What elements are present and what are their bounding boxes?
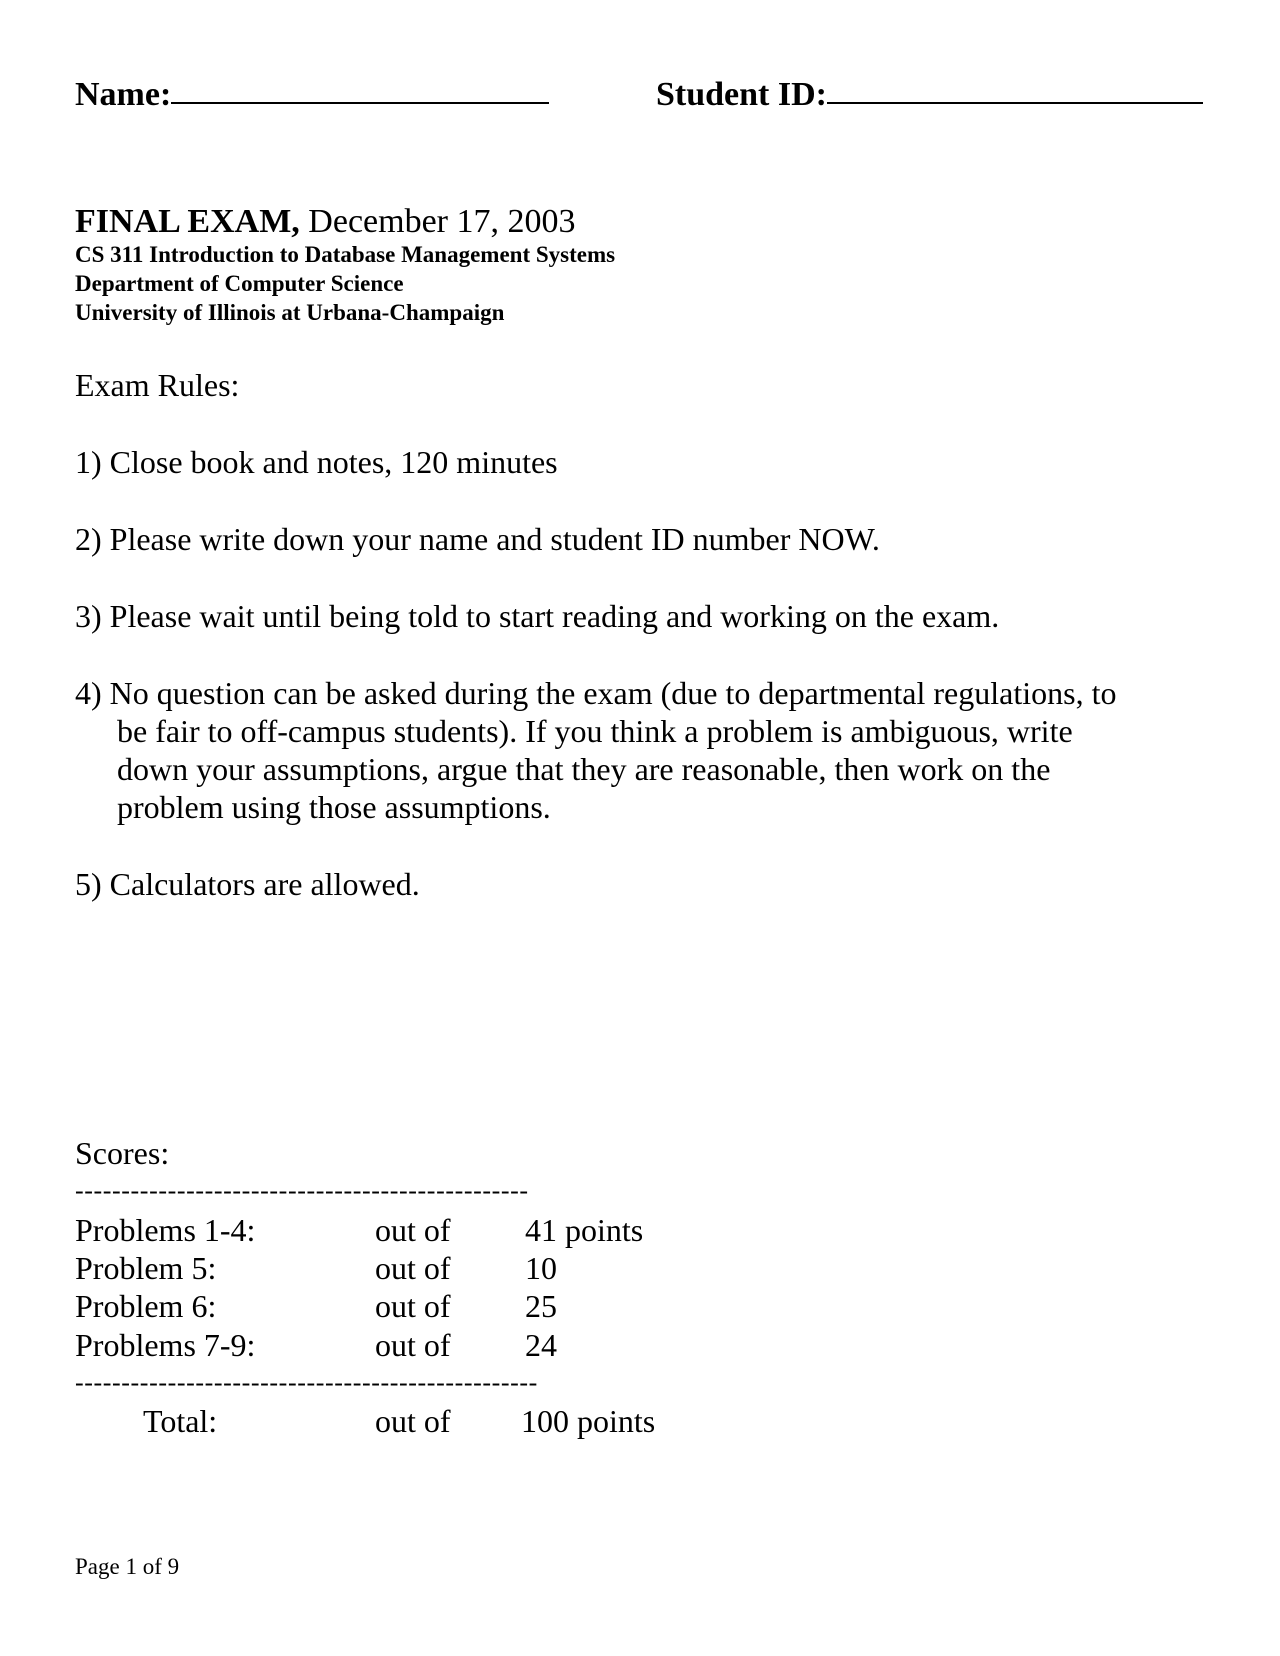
student-id-field[interactable] — [827, 102, 1203, 104]
rule-item: 5) Calculators are allowed. — [75, 866, 420, 902]
name-field[interactable] — [171, 102, 549, 104]
score-row-label: Problem 6: — [75, 1288, 217, 1324]
scores-heading: Scores: — [75, 1135, 170, 1171]
rule-item-continuation: down your assumptions, argue that they are reasonable, then work on the — [117, 751, 1051, 787]
score-row-points: 24 — [525, 1327, 557, 1363]
rule-item: 1) Close book and notes, 120 minutes — [75, 444, 558, 480]
score-row-points: 10 — [525, 1250, 557, 1286]
exam-label: FINAL EXAM, — [75, 203, 300, 240]
exam-title — [75, 202, 575, 242]
rules-heading: Exam Rules: — [75, 367, 240, 403]
score-row-outof: out of — [375, 1288, 451, 1324]
rule-item: 2) Please write down your name and student ID number NOW. — [75, 521, 880, 557]
score-row-points: 41 points — [525, 1212, 644, 1248]
score-total-label: Total: — [143, 1403, 218, 1439]
score-row-points: 25 — [525, 1288, 557, 1324]
score-row-label: Problems 7-9: — [75, 1327, 256, 1363]
rule-item-continuation: be fair to off-campus students). If you think a problem is ambiguous, write — [117, 713, 1073, 749]
university-name: University of Illinois at Urbana-Champaign — [75, 300, 505, 325]
name-label: Name: — [75, 76, 172, 113]
score-separator-bottom: -------------------------------------------------- — [75, 1368, 538, 1397]
score-total-points: 100 points — [521, 1403, 656, 1439]
score-separator-top: ------------------------------------------------- — [75, 1176, 529, 1205]
score-row-label: Problems 1-4: — [75, 1212, 256, 1248]
rule-item: 3) Please wait until being told to start reading and working on the exam. — [75, 598, 1000, 634]
score-row-outof: out of — [375, 1250, 451, 1286]
exam-date: December 17, 2003 — [299, 203, 576, 240]
department-name: Department of Computer Science — [75, 271, 404, 296]
course-name: CS 311 Introduction to Database Management Systems — [75, 242, 616, 267]
score-total-outof: out of — [375, 1403, 451, 1439]
score-row-label: Problem 5: — [75, 1250, 217, 1286]
student-id-label: Student ID: — [656, 76, 827, 113]
score-row-outof: out of — [375, 1327, 451, 1363]
score-row-outof: out of — [375, 1212, 451, 1248]
page-number: Page 1 of 9 — [75, 1554, 180, 1579]
rule-item-continuation: problem using those assumptions. — [117, 789, 551, 825]
rule-item: 4) No question can be asked during the exam (due to departmental regulations, to — [75, 675, 1117, 711]
